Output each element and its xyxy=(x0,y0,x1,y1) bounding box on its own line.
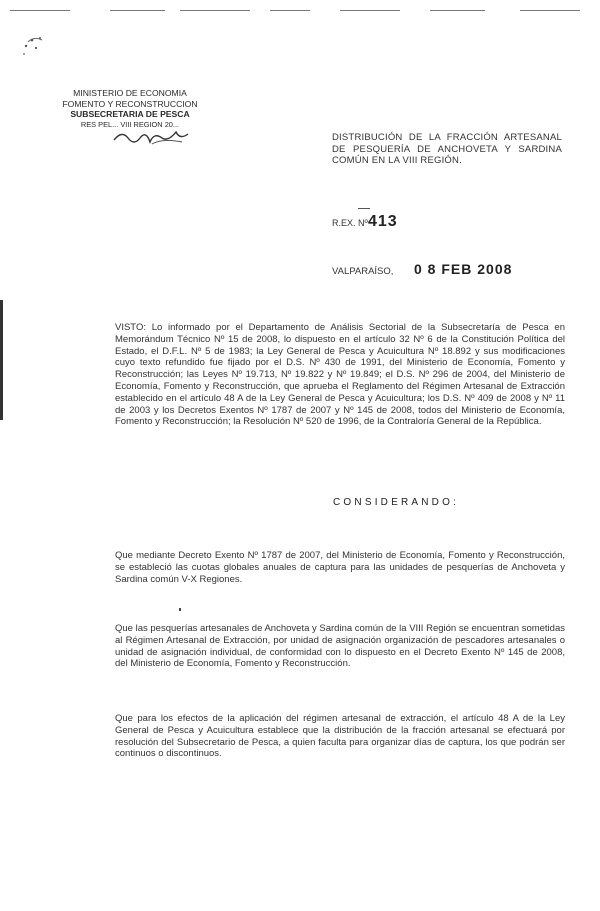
seal-stamp-icon xyxy=(20,32,60,72)
scan-artifact-top xyxy=(0,10,600,12)
resolution-dash xyxy=(358,208,370,209)
scan-mark xyxy=(179,608,181,611)
place-city: VALPARAÍSO, xyxy=(332,266,394,277)
ministry-line-3: SUBSECRETARIA DE PESCA xyxy=(70,109,190,119)
considerando-2: Que las pesquerías artesanales de Anchoveta y Sardina común de la VIII Región se encuentran sometidas al Régimen Artesanal de Extracción, por unidad de asignación organización de pescadores artesanales o unidad de asignación individual, de conformidad con lo dispuesto en el Decreto Exento Nº 145 de 2008, del Ministerio de Economía, Fomento y Reconstrucción. xyxy=(115,623,565,670)
ministry-line-2: FOMENTO Y RECONSTRUCCION xyxy=(62,98,198,109)
considerando-1: Que mediante Decreto Exento Nº 1787 de 2007, del Ministerio de Economía, Fomento y Reconstrucción, se estableció las cuotas globales anuales de captura para las unidades de pesquerías de Anchoveta y Sardina común V-X Regiones. xyxy=(115,550,565,585)
considerando-3: Que para los efectos de la aplicación del régimen artesanal de extracción, el artículo 48 A de la Ley General de Pesca y Acuicultura establece que la distribución de la fracción artesanal se efectuará por resolución del Subsecretario de Pesca, a quien faculta para organizar días de captura, los que podrán ser continuos o discontinuos. xyxy=(115,713,565,760)
date-stamp: 0 8 FEB 2008 xyxy=(414,261,513,277)
ministry-line-1: MINISTERIO DE ECONOMIA xyxy=(73,88,187,98)
resolution-label: R.EX. Nº xyxy=(332,218,368,228)
visto-paragraph: VISTO: Lo informado por el Departamento de Análisis Sectorial de la Subsecretaría de Pesca en Memorándum Técnico Nº 15 de 2008, lo dispuesto en el artículo 32 Nº 6 de la Constitución Política del Estado, el D.F.L. Nº 5 de 1983; la Ley General de Pesca y Acuicultura Nº 18.892 y sus modificaciones cuyo texto refundido fue fijado por el D.S. Nº 430 de 1991, del Ministerio de Economía, Fomento y Reconstrucción; las Leyes Nº 19.713, Nº 19.822 y Nº 19.849; el D.S. Nº 296 de 2004, del Ministerio de Economía, Fomento y Reconstrucción, que aprueba el Reglamento del Régimen Artesanal de Extracción establecido en el artículo 48 A de la Ley General de Pesca y Acuicultura; los D.S. Nº 409 de 2008 y Nº 11 de 2003 y los Decretos Exentos Nº 1787 de 2007 y Nº 145 de 2008, todos del Ministerio de Economía, Fomento y Reconstrucción; la Resolución Nº 520 de 1996, de la Contraloría General de la República. xyxy=(115,322,565,428)
subject-text: DISTRIBUCIÓN DE LA FRACCIÓN ARTESANAL DE PESQUERÍA DE ANCHOVETA Y SARDINA COMÚN EN LA VIII REGIÓN. xyxy=(332,132,562,166)
resolution-subject xyxy=(332,132,562,167)
resolution-number: 413 xyxy=(368,213,398,230)
ministry-letterhead xyxy=(55,88,205,130)
considerando-heading: CONSIDERANDO: xyxy=(333,497,460,508)
signature-icon xyxy=(112,128,212,148)
ministry-line-4: RES PEL... VIII REGION 20... xyxy=(80,119,180,129)
scan-edge-mark xyxy=(0,300,3,420)
